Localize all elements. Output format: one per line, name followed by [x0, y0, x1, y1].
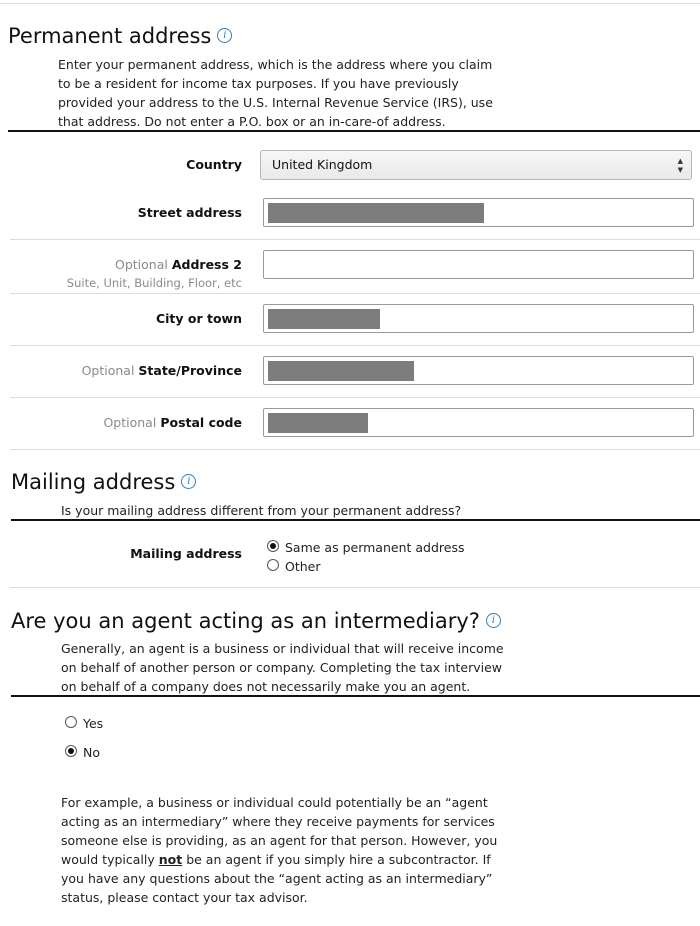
redacted-value — [268, 413, 368, 433]
row-divider — [10, 345, 700, 346]
info-icon[interactable]: i — [181, 474, 196, 489]
postal-code-input[interactable] — [263, 408, 694, 437]
row-divider — [10, 293, 700, 294]
radio-unchecked-icon — [267, 559, 279, 571]
redacted-value — [268, 309, 380, 329]
radio-unchecked-icon — [65, 716, 77, 728]
address2-hint: Suite, Unit, Building, Floor, etc — [66, 276, 242, 290]
row-divider — [10, 397, 700, 398]
agent-heading: Are you an agent acting as an intermediary? i — [11, 609, 501, 633]
radio-checked-icon — [65, 745, 77, 757]
row-divider — [10, 239, 700, 240]
mailing-address-label: Mailing address — [130, 546, 242, 561]
redacted-value — [268, 361, 414, 381]
redacted-value — [268, 203, 484, 223]
agent-description: Generally, an agent is a business or individual that will receive income on behalf of another person or company. Completing the tax interview on behalf of a company does not necessarily make you an agent. — [61, 641, 504, 694]
permanent-address-description: Enter your permanent address, which is the address where you claim to be a resident for income tax purposes. If you have previously provided your address to the U.S. Internal Revenue Service (IRS), use that address. Do not enter a P.O. box or an in-care-of address. — [58, 57, 493, 129]
state-label: Optional State/Province — [81, 363, 242, 378]
agent-example-text: For example, a business or individual could potentially be an “agent acting as an intermediary” where they receive payments for services someone else is providing, as an agent for that person. However, you would typically not be an agent if you simply hire a subcontractor. If you have any questions about the “agent acting as an intermediary” status, please contact your tax advisor. — [61, 795, 498, 905]
street-address-label: Street address — [137, 205, 242, 220]
top-divider — [0, 3, 700, 4]
section-divider — [11, 519, 700, 521]
mailing-address-question: Is your mailing address different from your permanent address? — [61, 503, 462, 518]
postal-code-label: Optional Postal code — [103, 415, 242, 430]
radio-agent-yes[interactable]: Yes — [65, 716, 103, 731]
optional-tag: Optional — [114, 257, 168, 272]
mailing-address-heading: Mailing address i — [11, 470, 196, 494]
radio-other[interactable]: Other — [267, 559, 321, 574]
city-label: City or town — [155, 311, 242, 326]
section-divider — [11, 695, 700, 697]
optional-tag: Optional — [81, 363, 135, 378]
emphasis-not: not — [158, 852, 183, 867]
info-icon[interactable]: i — [486, 613, 501, 628]
city-input[interactable] — [263, 304, 694, 333]
select-arrows-icon: ▲ ▼ — [677, 157, 683, 174]
country-selected-value: United Kingdom — [272, 157, 373, 172]
country-select[interactable] — [260, 150, 692, 180]
state-input[interactable] — [263, 356, 694, 385]
section-divider — [8, 130, 700, 132]
row-divider — [10, 587, 700, 588]
row-divider — [10, 449, 700, 450]
permanent-address-heading: Permanent address i — [8, 24, 232, 48]
radio-checked-icon — [267, 540, 279, 552]
optional-tag: Optional — [103, 415, 157, 430]
radio-same-as-permanent[interactable]: Same as permanent address — [267, 540, 464, 555]
address2-label: Optional Address 2 — [114, 257, 242, 272]
address2-input[interactable] — [263, 250, 694, 279]
country-label: Country — [186, 157, 242, 172]
street-address-input[interactable] — [263, 198, 694, 227]
info-icon[interactable]: i — [217, 28, 232, 43]
radio-agent-no[interactable]: No — [65, 745, 100, 760]
